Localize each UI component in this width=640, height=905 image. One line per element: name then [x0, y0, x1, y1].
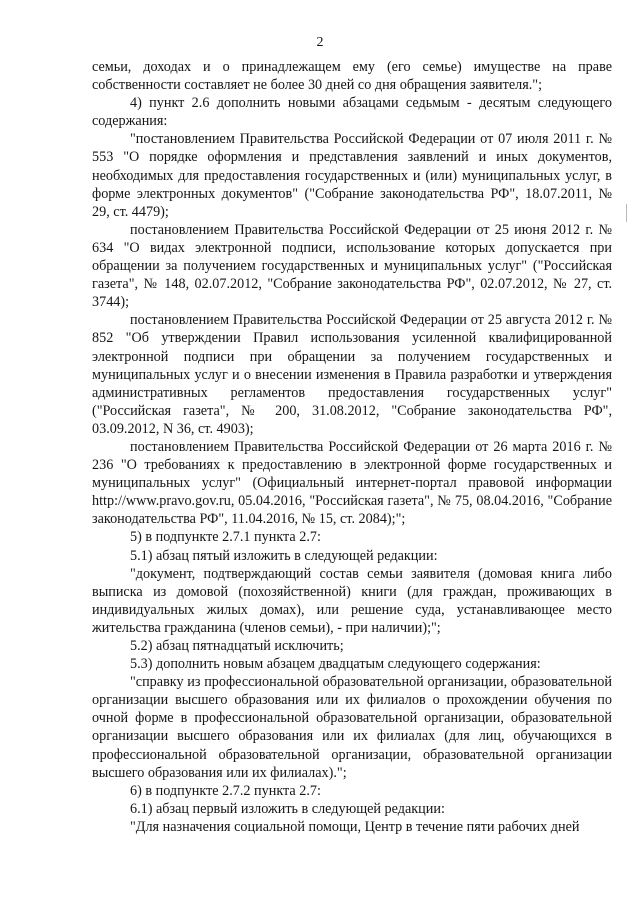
paragraph-item-6-1: 6.1) абзац первый изложить в следующей редакции: [130, 800, 445, 817]
paragraph-item-5-3: 5.3) дополнить новым абзацем двадцатым следующего содержания: [130, 656, 541, 673]
paragraph-item-6: 6) в подпункте 2.7.2 пункта 2.7: [130, 782, 321, 799]
paragraph-decree-553: "постановлением Правительства Российской Федерации от 07 июля 2011 г. № 553 "О порядке оформления и представления заявлений и иных документов, необходимых для предоставления государственных и (или) муниципальных услуг, в форме электронных документов" ("Собрание законодательства РФ", 18.07.2011, № 29, ст. 4479); [92, 131, 612, 220]
paragraph-family-document: "документ, подтверждающий состав семьи заявителя (домовая книга либо выписка из домовой (похозяйственной) книги (для граждан, проживающих в индивидуальных жилых домах), или решение суда, устанавливающее место жительства гражданина (членов семьи), - при наличии);"; [92, 565, 612, 636]
paragraph-item-5: 5) в подпункте 2.7.1 пункта 2.7: [130, 529, 321, 546]
scan-margin-mark [626, 204, 627, 222]
paragraph-item-5-2: 5.2) абзац пятнадцатый исключить; [130, 638, 344, 654]
paragraph-item-4: 4) пункт 2.6 дополнить новыми абзацами седьмым - десятым следующего содержания: [92, 95, 612, 130]
paragraph-education-certificate: "справку из профессиональной образовательной организации, образовательной организации высшего образования или их филиалов о прохождении обучения по очной форме в профессиональной образовательной организации, образовательной организации высшего образования или их филиалах (для лиц, обучающихся в профессиональной образовательной организации, образовательной организации высшего образования или их филиалах)."; [92, 674, 612, 781]
paragraph-item-5-1: 5.1) абзац пятый изложить в следующей редакции: [130, 547, 438, 564]
document-body [92, 58, 612, 836]
page-number: 2 [316, 35, 324, 50]
paragraph-decree-852: постановлением Правительства Российской Федерации от 25 августа 2012 г. № 852 "Об утверждении Правил использования усиленной квалифицированной электронной подписи при обращении за получением государственных и муниципальных услуг и о внесении изменения в Правила разработки и утверждения административных регламентов предоставления государственных услуг" ("Российская газета", № 200, 31.08.2012, "Собрание законодательства РФ", 03.09.2012, N 36, ст. 4903); [92, 312, 612, 437]
paragraph-decree-634: постановлением Правительства Российской Федерации от 25 июня 2012 г. № 634 "О видах электронной подписи, использование которых допускается при обращении за получением государственных и муниципальных услуг" ("Российская газета", № 148, 02.07.2012, "Собрание законодательства РФ", 02.07.2012, № 27, ст. 3744); [92, 221, 612, 311]
paragraph-decree-236: постановлением Правительства Российской Федерации от 26 марта 2016 г. № 236 "О требованиях к предоставлению в электронной форме государственных и муниципальных услуг" (Официальный интернет-портал правовой информации http://www.pravo.gov.ru, 05.04.2016, "Российская газета", № 75, 08.04.2016, "Собрание законодательства РФ", 11.04.2016, № 15, ст. 2084);"; [92, 438, 612, 528]
paragraph-social-assistance: "Для назначения социальной помощи, Центр в течение пяти рабочих дней [130, 818, 580, 835]
paragraph-continuation: семьи, доходах и о принадлежащем ему (его семье) имуществе на праве собственности составляет не более 30 дней со дня обращения заявителя."; [92, 59, 612, 94]
